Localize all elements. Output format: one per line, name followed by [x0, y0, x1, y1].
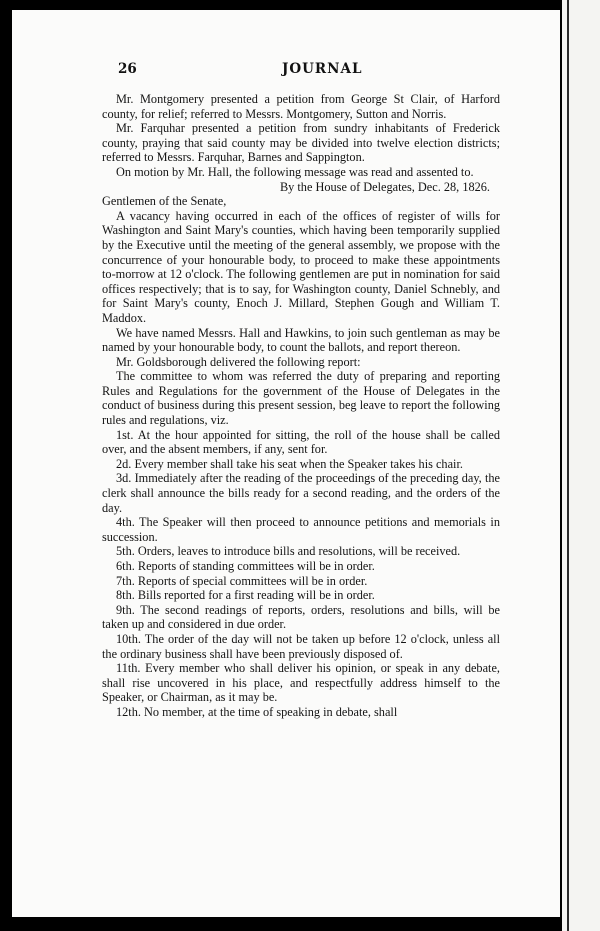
journal-paragraph: 3d. Immediately after the reading of the proceedings of the preceding day, the clerk shall announce the bills ready for a second reading, and the orders of the day. — [102, 471, 500, 515]
journal-paragraph: Mr. Goldsborough delivered the following report: — [116, 354, 361, 369]
journal-paragraph: 2d. Every member shall take his seat when the Speaker takes his chair. — [116, 456, 463, 471]
page-header — [104, 61, 504, 81]
journal-paragraph: 10th. The order of the day will not be taken up before 12 o'clock, unless all the ordinary business shall have been previously disposed of. — [102, 631, 500, 661]
journal-paragraph: The committee to whom was referred the duty of preparing and reporting Rules and Regulations for the government of the House of Delegates in the conduct of business during this present session, beg leave to report the following rules and regulations, viz. — [102, 369, 500, 428]
journal-paragraph: A vacancy having occurred in each of the offices of register of wills for Washington and Saint Mary's counties, which having been temporarily supplied by the Executive until the meeting of the general assembly, we propose with the concurrence of your honourable body, to proceed to make these appointments to-morrow at 12 o'clock. The following gentlemen are put in nomination for said offices respectively; that is to say, for Washington county, Daniel Schnebly, and for Saint Mary's county, Enoch J. Millard, Stephen Gough and William T. Maddox. — [102, 208, 500, 325]
journal-paragraph: 4th. The Speaker will then proceed to announce petitions and memorials in succession. — [102, 515, 500, 544]
journal-paragraph: 9th. The second readings of reports, orders, resolutions and bills, will be taken up and considered in due order. — [102, 602, 500, 632]
journal-paragraph: Gentlemen of the Senate, — [102, 194, 227, 209]
journal-paragraph: We have named Messrs. Hall and Hawkins, to join such gentleman as may be named by your honourable body, to count the ballots, and report thereon. — [102, 325, 500, 355]
journal-paragraph: 1st. At the hour appointed for sitting, the roll of the house shall be called over, and the absent members, if any, sent for. — [102, 427, 500, 457]
journal-paragraph: On motion by Mr. Hall, the following message was read and assented to. — [116, 164, 474, 179]
journal-paragraph: 11th. Every member who shall deliver his opinion, or speak in any debate, shall rise uncovered in his place, and respectfully address himself to the Speaker, or Chairman, as it may be. — [102, 661, 500, 705]
journal-text — [102, 92, 500, 720]
journal-paragraph: Mr. Farquhar presented a petition from sundry inhabitants of Frederick county, praying that said county may be divided into twelve election districts; referred to Messrs. Farquhar, Barnes and Sappington. — [102, 121, 500, 165]
journal-paragraph: Mr. Montgomery presented a petition from George St Clair, of Harford county, for relief; referred to Messrs. Montgomery, Sutton and Norris. — [102, 92, 500, 121]
page-number: 26 — [118, 61, 137, 77]
journal-paragraph: 5th. Orders, leaves to introduce bills and resolutions, will be received. — [116, 544, 461, 559]
journal-paragraph: 7th. Reports of special committees will be in order. — [116, 573, 368, 588]
journal-paragraph: 12th. No member, at the time of speaking in debate, shall — [116, 704, 398, 719]
journal-paragraph: 6th. Reports of standing committees will be in order. — [116, 559, 375, 573]
journal-paragraph: 8th. Bills reported for a first reading will be in order. — [116, 588, 375, 603]
journal-paragraph: By the House of Delegates, Dec. 28, 1826. — [279, 179, 490, 194]
page-gutter-line — [567, 0, 569, 931]
running-title: JOURNAL — [282, 61, 363, 77]
